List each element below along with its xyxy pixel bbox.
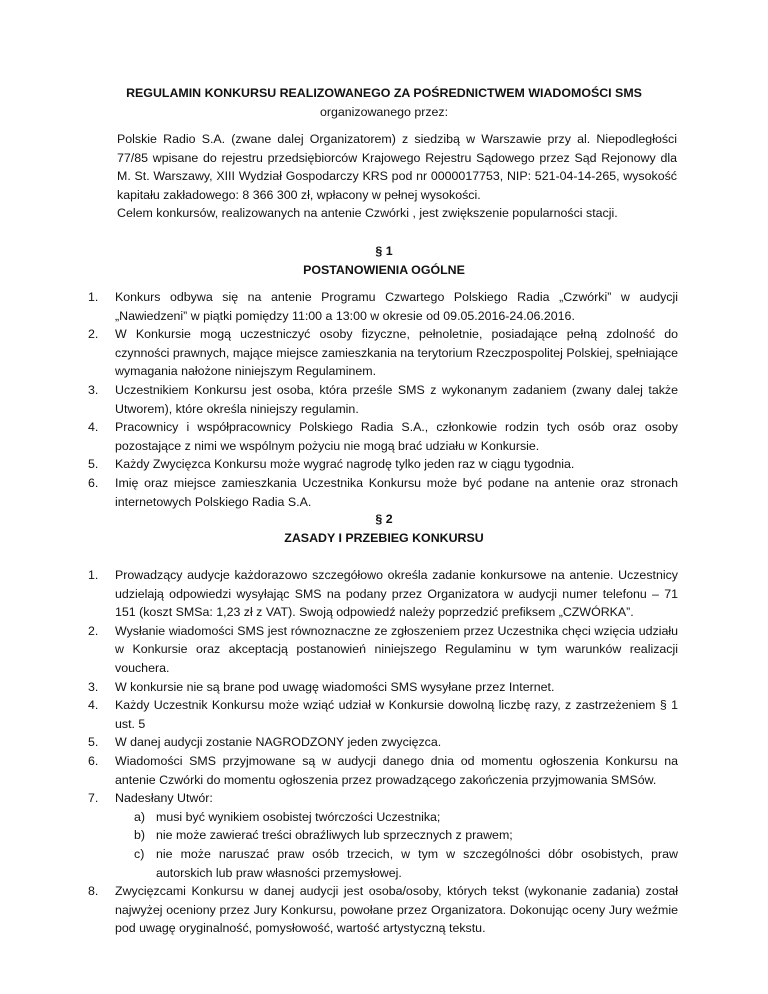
sublist-item-letter: b) [134, 828, 146, 843]
list-item [88, 418, 678, 455]
sublist-item-text: nie może naruszać praw osób trzecich, w tym w szczególności dóbr osobistych, praw autorskich lub praw własności przemysłowej. [156, 846, 678, 880]
sublist-item-letter: c) [134, 846, 145, 861]
list-item-number: 4. [88, 698, 99, 713]
list-item-number: 6. [88, 475, 99, 490]
list-item-number: 5. [88, 735, 99, 750]
list-item [88, 622, 678, 678]
list-item-text: Zwycięzcami Konkursu w danej audycji jest osoba/osoby, których tekst (wykonanie zadania) został najwyżej oceniony przez Jury Konkursu, powołane przez Organizatora. Dokonując oceny Jury weźmie pod uwagę oryginalność, pomysłowość, wartość artystyczną tekstu. [115, 884, 678, 936]
list-item [88, 566, 678, 622]
list-item-text: Każdy Zwycięzca Konkursu może wygrać nagrodę tylko jeden raz w ciągu tygodnia. [115, 457, 575, 472]
list-item-text: Wysłanie wiadomości SMS jest równoznaczne ze zgłoszeniem przez Uczestnika chęci wzięcia udziału w Konkursie oraz akceptacją postanowień niniejszego Regulaminu w tym warunków realizacji vouchera. [115, 623, 678, 675]
intro-block [117, 130, 677, 223]
list-item [88, 678, 678, 697]
list-item-text: Wiadomości SMS przyjmowane są w audycji danego dnia od momentu ogłoszenia Konkursu na antenie Czwórki do momentu ogłoszenia przez prowadzącego zakończenia przyjmowania SMSów. [115, 753, 678, 787]
list-item [88, 733, 678, 752]
list-item [88, 882, 678, 938]
list-item-text: Prowadzący audycje każdorazowo szczegółowo określa zadanie konkursowe na antenie. Uczestnicy udzielają odpowiedzi wysyłając SMS na podany przez Organizatora w audycji numer telefonu – 71 151 (koszt SMSa: 1,23 zł z VAT). Swoją odpowiedź należy poprzedzić prefiksem „CZWÓRKA”. [115, 568, 678, 620]
list-item-text: Pracownicy i współpracownicy Polskiego Radia S.A., członkowie rodzin tych osób oraz osoby pozostające z nimi we wspólnym pożyciu nie mogą brać udziału w Konkursie. [115, 420, 678, 453]
list-item-text: W danej audycji zostanie NAGRODZONY jeden zwycięzca. [115, 735, 442, 750]
section1-list [88, 288, 678, 511]
sublist-item-text: musi być wynikiem osobistej twórczości Uczestnika; [156, 809, 441, 824]
list-item-text: Uczestnikiem Konkursu jest osoba, która prześle SMS z wykonanym zadaniem (zwany dalej także Utworem), które określa niniejszy regulamin. [115, 382, 678, 416]
list-item-text: Każdy Uczestnik Konkursu może wziąć udział w Konkursie dowolną liczbę razy, z zastrzeżeniem § 1 ust. 5 [115, 698, 678, 731]
list-item [88, 288, 678, 325]
list-item [88, 474, 678, 511]
document-header [100, 84, 668, 121]
document-subtitle: organizowanego przez: [319, 104, 449, 119]
sublist-item-text: nie może zawierać treści obraźliwych lub sprzecznych z prawem; [156, 828, 513, 843]
list-item-number: 8. [88, 884, 99, 899]
goal-paragraph: Celem konkursów, realizowanych na antenie Czwórki , jest zwiększenie popularności stacji. [117, 206, 618, 221]
sublist-item [88, 808, 678, 827]
section2-header [100, 510, 668, 547]
list-item [88, 752, 678, 789]
sublist-item [88, 826, 678, 845]
list-item-number: 1. [88, 290, 99, 304]
section1-header [100, 242, 668, 279]
section1-number: § 1 [375, 244, 393, 258]
list-item-text: W konkursie nie są brane pod uwagę wiadomości SMS wysyłane przez Internet. [115, 679, 555, 694]
sublist [88, 808, 678, 882]
list-item-number: 6. [88, 753, 99, 768]
list-item [88, 325, 678, 381]
list-item-text: Konkurs odbywa się na antenie Programu Czwartego Polskiego Radia „Czwórki” w audycji „Nawiedzeni” w piątki pomiędzy 11:00 a 13:00 w okresie od 09.05.2016-24.06.2016. [115, 290, 678, 323]
list-item [88, 789, 678, 882]
list-item-text: W Konkursie mogą uczestniczyć osoby fizyczne, pełnoletnie, posiadające pełną zdolność do czynności prawnych, mające miejsce zamieszkania na terytorium Rzeczpospolitej Polskiej, spełniające wymagania nałożone niniejszym Regulaminem. [115, 327, 678, 379]
list-item-number: 7. [88, 791, 99, 806]
sublist-item [88, 845, 678, 882]
list-item-number: 4. [88, 420, 99, 435]
list-item [88, 455, 678, 474]
list-item-text: Imię oraz miejsce zamieszkania Uczestnika Konkursu może być podane na antenie oraz stronach internetowych Polskiego Radia S.A. [115, 475, 678, 509]
list-item-text: Nadesłany Utwór: [115, 791, 213, 806]
list-item-number: 2. [88, 623, 99, 638]
list-item-number: 3. [88, 382, 99, 397]
section2-list [88, 566, 678, 938]
section2-heading: ZASADY I PRZEBIEG KONKURSU [284, 530, 484, 545]
list-item-number: 5. [88, 457, 99, 472]
section1-heading: POSTANOWIENIA OGÓLNE [303, 262, 465, 277]
sublist-item-letter: a) [134, 809, 146, 824]
list-item-number: 1. [88, 568, 99, 582]
section2-number: § 2 [375, 512, 393, 526]
list-item-number: 3. [88, 679, 99, 694]
list-item [88, 381, 678, 418]
list-item-number: 2. [88, 327, 99, 342]
list-item [88, 696, 678, 733]
document-title: REGULAMIN KONKURSU REALIZOWANEGO ZA POŚREDNICTWEM WIADOMOŚCI SMS [126, 86, 642, 100]
organizer-paragraph: Polskie Radio S.A. (zwane dalej Organizatorem) z siedzibą w Warszawie przy al. Niepodległości 77/85 wpisane do rejestru przedsiębiorców Krajowego Rejestru Sądowego przez Sąd Rejonowy dla M. St. Warszawy, XIII Wydział Gospodarczy KRS pod nr 0000017753, NIP: 521-04-14-265, wysokość kapitału zakładowego: 8 366 300 zł, wpłacony w pełnej wysokości. [117, 132, 677, 202]
